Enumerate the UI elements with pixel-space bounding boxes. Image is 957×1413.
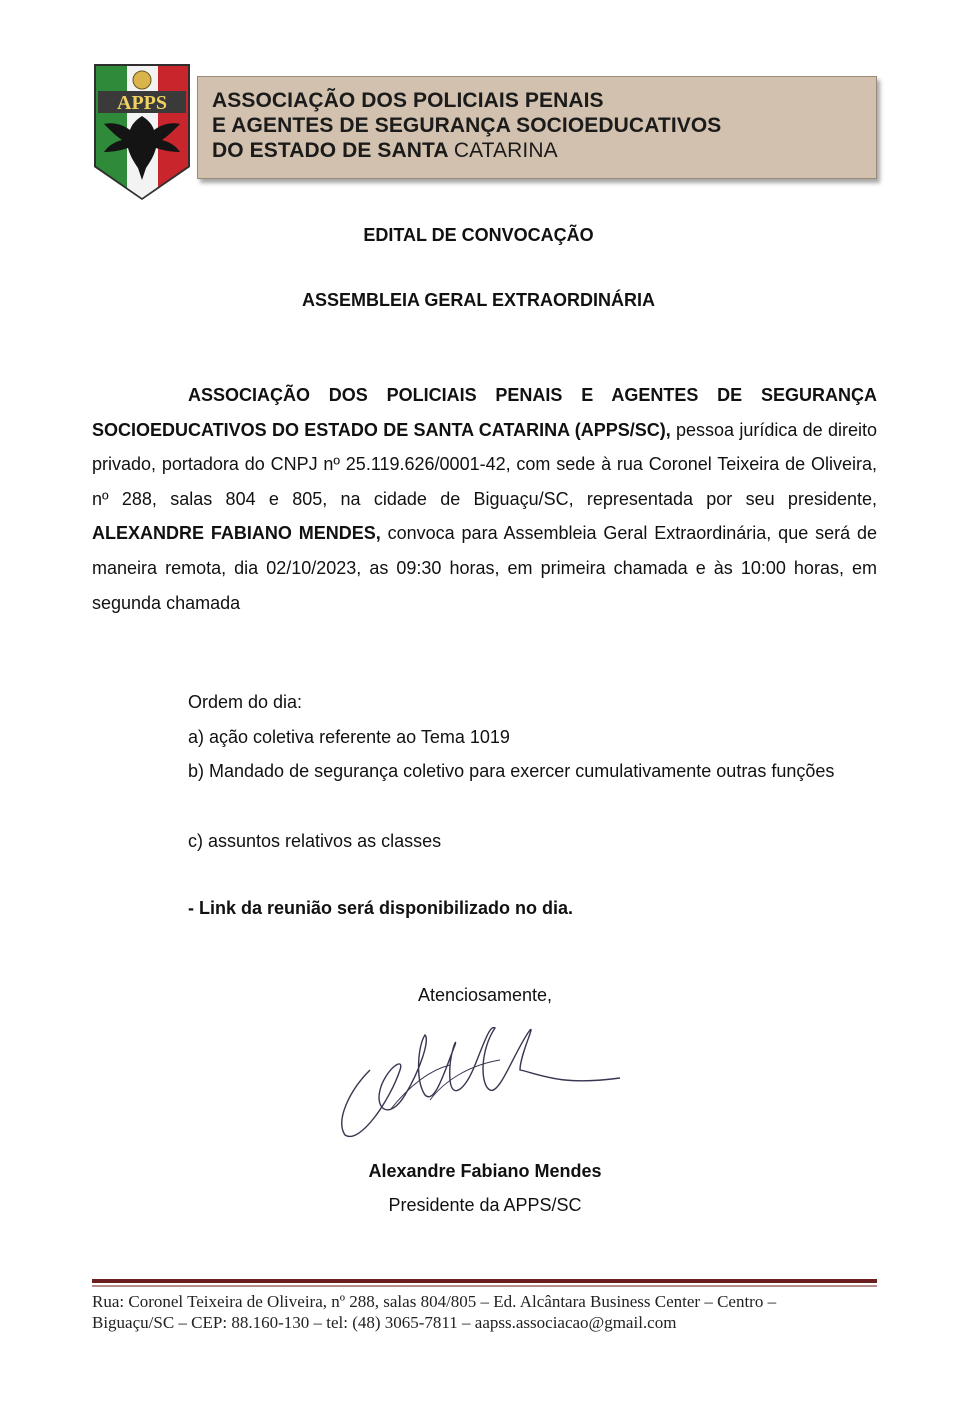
- agenda-item-c: c) assuntos relativos as classes: [188, 831, 442, 851]
- header-line-3-light: CATARINA: [453, 139, 558, 162]
- organization-name: ASSOCIAÇÃO DOS POLICIAIS PENAIS E AGENTES DE SEGURANÇA SOCIOEDUCATIVOS DO ESTADO DE SANTA CATARINA (APPS/SC),: [92, 385, 877, 440]
- president-name: ALEXANDRE FABIANO MENDES,: [92, 523, 381, 544]
- header-line-3: [212, 138, 876, 163]
- agenda-item-a: a) ação coletiva referente ao Tema 1019: [188, 727, 510, 747]
- header-box: [197, 76, 877, 179]
- paragraph-text-1: pessoa jurídica de direito privado, portadora do CNPJ nº 25.119.626/0001-42, com sede à rua Coronel Teixeira de Oliveira, nº 288, salas 804 e 805, na cidade de Biguaçu/SC, representada por seu presidente,: [92, 419, 877, 509]
- signer-name: Alexandre Fabiano Mendes: [368, 1161, 602, 1181]
- logo-text: APPS: [117, 92, 167, 114]
- signer-role: Presidente da APPS/SC: [388, 1195, 582, 1215]
- signature: [330, 1010, 630, 1150]
- document-subtitle: ASSEMBLEIA GERAL EXTRAORDINÁRIA: [301, 290, 656, 310]
- paragraph-text-2: convoca para Assembleia Geral Extraordinária, que será de maneira remota, dia 02/10/2023, as 09:30 horas, em primeira chamada e às 10:00 horas, em segunda chamada: [92, 523, 877, 613]
- footer-address: [92, 1291, 892, 1333]
- document-title: EDITAL DE CONVOCAÇÃO: [363, 225, 594, 245]
- link-note: - Link da reunião será disponibilizado no dia.: [188, 898, 574, 918]
- footer-line-1: Rua: Coronel Teixeira de Oliveira, nº 288, salas 804/805 – Ed. Alcântara Business Center – Centro –: [92, 1292, 777, 1311]
- header-line-3-bold: DO ESTADO DE SANTA: [212, 139, 448, 162]
- agenda-item-b: b) Mandado de segurança coletivo para exercer cumulativamente outras funções: [188, 761, 835, 781]
- header-line-2: E AGENTES DE SEGURANÇA SOCIOEDUCATIVOS: [212, 114, 722, 137]
- closing-text: Atenciosamente,: [417, 985, 553, 1005]
- footer-line-2: Biguaçu/SC – CEP: 88.160-130 – tel: (48) 3065-7811 – aapss.associacao@gmail.com: [92, 1313, 677, 1332]
- convocation-paragraph: [92, 378, 877, 620]
- header-line-1: ASSOCIAÇÃO DOS POLICIAIS PENAIS: [212, 89, 604, 112]
- footer-rule-light: [92, 1285, 877, 1287]
- apps-logo: [92, 58, 192, 200]
- agenda-heading: Ordem do dia:: [188, 692, 303, 712]
- footer-rule-dark: [92, 1279, 877, 1283]
